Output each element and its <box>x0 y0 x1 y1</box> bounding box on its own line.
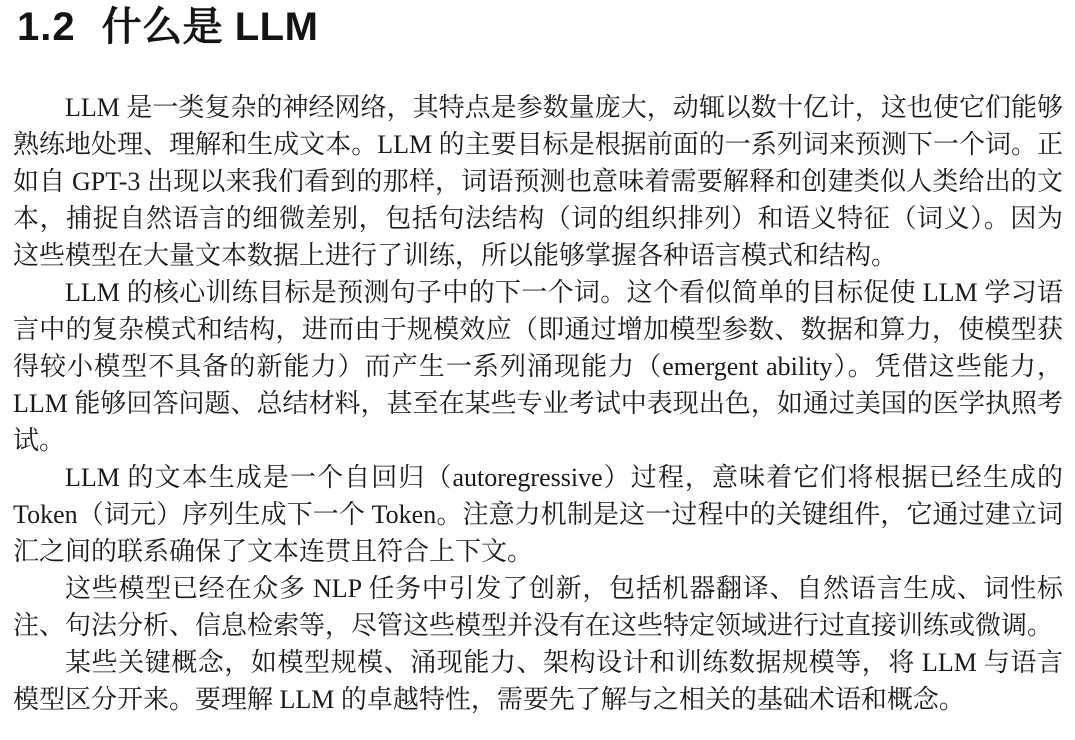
paragraph-3: LLM 的文本生成是一个自回归（autoregressive）过程，意味着它们将根据已经生成的 Token（词元）序列生成下一个 Token。注意力机制是这一过程中的关键组件，它通过建立词汇之间的联系确保了文本连贯且符合上下文。 <box>13 463 1063 566</box>
section-heading <box>17 5 1063 49</box>
section-number: 1.2 <box>17 5 76 49</box>
section-body <box>13 89 1063 718</box>
section-title: 什么是 LLM <box>101 5 319 49</box>
paragraph-2: LLM 的核心训练目标是预测句子中的下一个词。这个看似简单的目标促使 LLM 学习语言中的复杂模式和结构，进而由于规模效应（即通过增加模型参数、数据和算力，使模型获得较小模型不具备的新能力）而产生一系列涌现能力（emergent ability）。凭借这些能力，LLM 能够回答问题、总结材料，甚至在某些专业考试中表现出色，如通过美国的医学执照考试。 <box>13 278 1063 455</box>
paragraph-1: LLM 是一类复杂的神经网络，其特点是参数量庞大，动辄以数十亿计，这也使它们能够熟练地处理、理解和生成文本。LLM 的主要目标是根据前面的一系列词来预测下一个词。正如自 GPT-3 出现以来我们看到的那样，词语预测也意味着需要解释和创建类似人类给出的文本，捕捉自然语言的细微差别，包括句法结构（词的组织排列）和语义特征（词义）。因为这些模型在大量文本数据上进行了训练，所以能够掌握各种语言模式和结构。 <box>13 93 1063 270</box>
paragraph-5: 某些关键概念，如模型规模、涌现能力、架构设计和训练数据规模等，将 LLM 与语言模型区分开来。要理解 LLM 的卓越特性，需要先了解与之相关的基础术语和概念。 <box>13 648 1063 714</box>
paragraph-4: 这些模型已经在众多 NLP 任务中引发了创新，包括机器翻译、自然语言生成、词性标注、句法分析、信息检索等，尽管这些模型并没有在这些特定领域进行过直接训练或微调。 <box>13 574 1063 640</box>
